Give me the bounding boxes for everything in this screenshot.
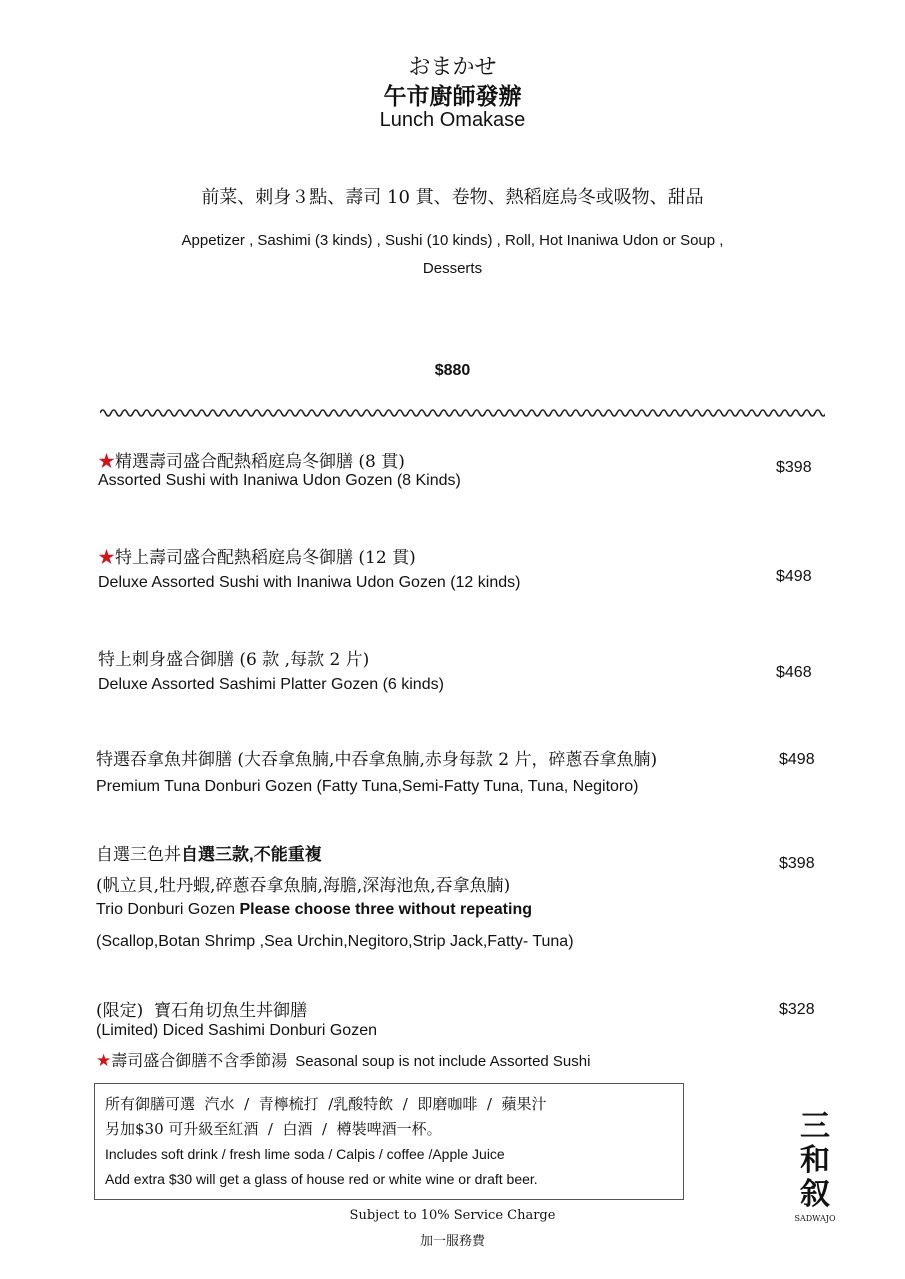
item-1-name-zh: 精選壽司盛合配熱稻庭烏冬御膳 (8 貫)	[115, 452, 405, 472]
item-3-zh: 特上刺身盛合御膳 (6 款 ,每款 2 片)	[98, 650, 370, 670]
service-charge-en: Subject to 10% Service Charge	[349, 1208, 556, 1223]
service-charge-zh: 加一服務費	[419, 1234, 485, 1249]
item-5-name-zh: 自選三色丼	[96, 845, 181, 865]
item-3-price: $468	[776, 664, 812, 681]
logo-calligraphy: 三 和 叙	[800, 1109, 830, 1212]
item-5-options-zh: (帆立貝,牡丹蝦,碎蔥吞拿魚腩,海膽,深海池魚,吞拿魚腩)	[96, 876, 511, 896]
item-5-choose-en: Please choose three without repeating	[239, 901, 532, 918]
item-5-choose-zh: 自選三款,不能重複	[181, 845, 322, 864]
soup-note-zh: 壽司盛合御膳不含季節湯	[111, 1051, 288, 1070]
item-6-en: (Limited) Diced Sashimi Donburi Gozen	[96, 1022, 377, 1039]
item-5-options-en: (Scallop,Botan Shrimp ,Sea Urchin,Negitoro,Strip Jack,Fatty- Tuna)	[96, 933, 574, 950]
star-icon: ★	[98, 452, 115, 472]
item-4-zh: 特選吞拿魚丼御膳 (大吞拿魚腩,中吞拿魚腩,赤身每款 2 片，碎蔥吞拿魚腩)	[96, 750, 658, 770]
star-icon: ★	[96, 1051, 112, 1070]
drinks-line-zh-1: 所有御膳可選 汽水 / 青檸梳打 /乳酸特飲 / 即磨咖啡 / 蘋果汁	[105, 1095, 547, 1113]
item-5-name-en: Trio Donburi Gozen	[96, 901, 240, 918]
item-6-price: $328	[779, 1001, 815, 1018]
logo-name: SADWAJO	[794, 1214, 836, 1223]
item-1-price: $398	[776, 459, 812, 476]
drinks-line-en-2: Add extra $30 will get a glass of house red or white wine or draft beer.	[105, 1171, 538, 1187]
item-2-zh	[98, 543, 416, 568]
restaurant-logo	[790, 1110, 840, 1228]
item-2-name-zh: 特上壽司盛合配熱稻庭烏冬御膳 (12 貫)	[115, 548, 416, 568]
title-zh: 午市廚師發辦	[383, 83, 522, 109]
drinks-box	[94, 1083, 684, 1200]
item-6-zh: (限定) 寶石角切魚生丼御膳	[96, 1001, 308, 1021]
item-5-price: $398	[779, 855, 815, 872]
item-3-en: Deluxe Assorted Sashimi Platter Gozen (6 kinds)	[98, 676, 444, 693]
item-1-en: Assorted Sushi with Inaniwa Udon Gozen (8 Kinds)	[98, 472, 461, 489]
item-4-price: $498	[779, 751, 815, 768]
item-2-price: $498	[776, 568, 812, 585]
soup-note	[96, 1048, 590, 1071]
intro-en: Appetizer , Sashimi (3 kinds) , Sushi (10 kinds) , Roll, Hot Inaniwa Udon or Soup , Desserts	[181, 232, 724, 277]
item-1-zh	[98, 447, 405, 472]
item-2-en: Deluxe Assorted Sushi with Inaniwa Udon Gozen (12 kinds)	[98, 574, 521, 591]
star-icon: ★	[98, 548, 115, 568]
soup-note-en: Seasonal soup is not include Assorted Sushi	[295, 1053, 591, 1070]
intro-zh: 前菜、刺身３點、壽司 10 貫、卷物、熱稻庭烏冬或吸物、甜品	[201, 187, 704, 208]
kana-title: おまかせ	[408, 55, 497, 80]
item-5-en	[96, 901, 532, 919]
drinks-line-en-1: Includes soft drink / fresh lime soda / Calpis / coffee /Apple Juice	[105, 1146, 505, 1162]
item-5-zh	[96, 840, 322, 865]
title-en: Lunch Omakase	[379, 109, 526, 131]
item-4-en: Premium Tuna Donburi Gozen (Fatty Tuna,Semi-Fatty Tuna, Tuna, Negitoro)	[96, 778, 639, 795]
omakase-price: $880	[434, 362, 471, 379]
drinks-line-zh-2: 另加$30 可升級至紅酒 / 白酒 / 樽裝啤酒一杯。	[105, 1120, 442, 1138]
tilde-divider	[100, 404, 825, 420]
